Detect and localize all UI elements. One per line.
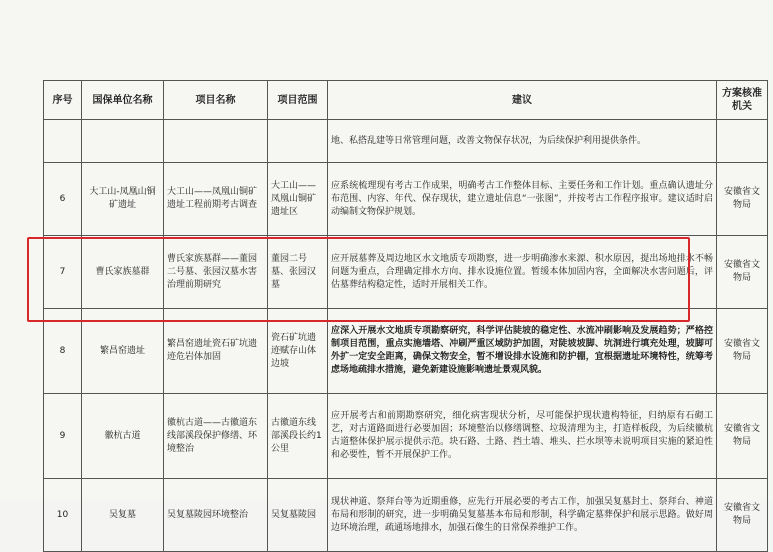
table-row [44, 394, 768, 479]
header-row [44, 81, 768, 120]
approval-authority: 安徽省文物局 [717, 309, 768, 394]
row-number: 7 [44, 236, 82, 309]
project-scope: 董园二号墓、张园汉墓 [268, 236, 328, 309]
row-number: 6 [44, 163, 82, 236]
project-name: 繁昌窑遗址瓷石矿坑遗迹危岩体加固 [164, 309, 268, 394]
unit-name: 大工山-凤凰山铜矿遗址 [82, 163, 164, 236]
header-unit: 国保单位名称 [82, 81, 164, 120]
approval-table [43, 80, 768, 552]
continuation-row [44, 120, 768, 163]
advice-text: 应开展墓葬及周边地区水文地质专项勘察，进一步明确渗水来源、积水原因，提出场地排水不畅问题为重点，合理确定排水方向、排水设施位置。暂缓本体加固内容，全面解决水害问题后，评估墓葬结构稳定性，适时开展相关工作。 [328, 236, 717, 309]
project-name: 大工山——凤凰山铜矿遗址工程前期考古调查 [164, 163, 268, 236]
approval-authority: 安徽省文物局 [717, 394, 768, 479]
unit-name: 曹氏家族墓群 [82, 236, 164, 309]
project-scope: 大工山——凤凰山铜矿遗址区 [268, 163, 328, 236]
advice-text: 应深入开展水文地质专项勘察研究，科学评估陡坡的稳定性、水流冲刷影响及发展趋势；严格控制项目范围，重点实施墙塔、冲刷严重区域防护加固，对陡坡坡脚、坑洞进行填充处理，坡脚可外扩一定安全距离，确保文物安全，暂不增设排水设施和防护棚，宜根据遗址环境特性，统筹考虑场地疏排水措施，避免新建设施影响遗址景观风貌。 [328, 309, 717, 394]
header-scope: 项目范围 [268, 81, 328, 120]
project-name: 吴复墓陵园环境整治 [164, 479, 268, 552]
table-row [44, 309, 768, 394]
advice-text: 应系统梳理现有考古工作成果，明确考古工作整体目标、主要任务和工作计划。重点确认遗址分布范围、内容、年代、保存现状，建立遗址信息“一张图”，并按考古工作程序报审。建议适时启动编制文物保护规划。 [328, 163, 717, 236]
table-row [44, 236, 768, 309]
header-advice: 建议 [328, 81, 717, 120]
approval-authority: 安徽省文物局 [717, 163, 768, 236]
project-scope: 瓷石矿坑遗迹赋存山体边坡 [268, 309, 328, 394]
continuation-text: 地、私搭乱建等日常管理问题，改善文物保存状况，为后续保护利用提供条件。 [328, 120, 717, 163]
row-number: 10 [44, 479, 82, 552]
row-number: 9 [44, 394, 82, 479]
advice-text: 应开展考古和前期勘察研究，细化病害现状分析，尽可能保护现状遗构特征，归纳原有石砌工艺，对古道路面进行必要加固；环境整治以修缮调整、垃圾清理为主，打造样板段，为后续徽杭古道整体保护展示提供示范。块石路、土路、挡土墙、堆头、拦水坝等未说明项目实施的紧迫性和必要性，暂不开展保护工作。 [328, 394, 717, 479]
row-number: 8 [44, 309, 82, 394]
header-authority: 方案核准机关 [717, 81, 768, 120]
table-row [44, 479, 768, 552]
project-scope: 古徽道东线部溪段长约1公里 [268, 394, 328, 479]
approval-authority: 安徽省文物局 [717, 236, 768, 309]
header-no: 序号 [44, 81, 82, 120]
unit-name: 徽杭古道 [82, 394, 164, 479]
unit-name: 繁昌窑遗址 [82, 309, 164, 394]
project-scope: 吴复墓陵园 [268, 479, 328, 552]
approval-authority: 安徽省文物局 [717, 479, 768, 552]
table-row [44, 163, 768, 236]
advice-text: 现状神道、祭拜台等为近期重修，应先行开展必要的考古工作，加强吴复墓封土、祭拜台、神道布局和形制的研究，进一步明确吴复墓基本布局和形制，科学确定墓葬保护和展示思路。做好周边环境治理，疏通场地排水，加强石像生的日常保养维护工作。 [328, 479, 717, 552]
unit-name: 吴复墓 [82, 479, 164, 552]
project-name: 徽杭古道——古徽道东线部溪段保护修缮、环境整治 [164, 394, 268, 479]
project-name: 曹氏家族墓群——董园二号墓、张园汉墓水害治理前期研究 [164, 236, 268, 309]
header-project: 项目名称 [164, 81, 268, 120]
